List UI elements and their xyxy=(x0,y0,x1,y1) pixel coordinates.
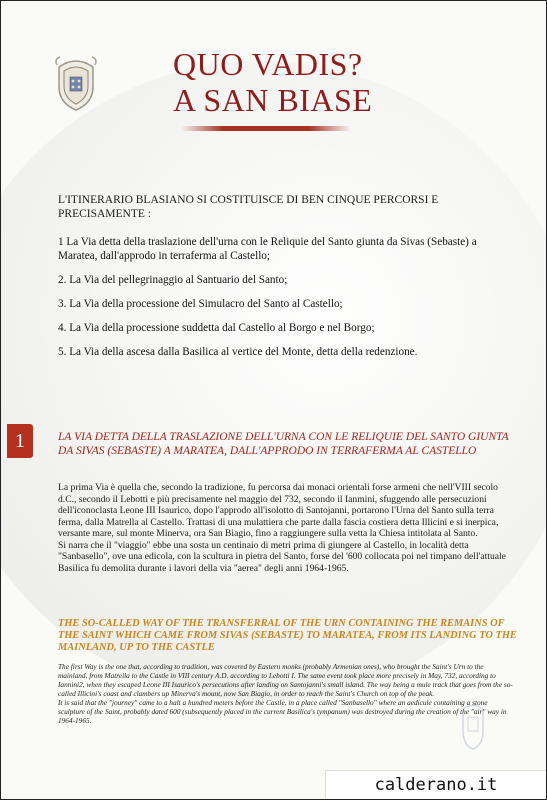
paragraph: Si narra che il "viaggio" ebbe una sosta un centinaio di metri prima di giungere al Castello, in località detta "Sanbasello", ove una edicola, con la scultura in pietra del Santo, forse del '600 collocata poi nel timpano dell'attuale Basilica fu demolita durante i lavori della via "aerea" degli anni 1964-1965. xyxy=(58,539,506,574)
section-title-italian: LA VIA DETTA DELLA TRASLAZIONE DELL'URNA CON LE RELIQUIE DEL SANTO GIUNTA DA SIVAS (SEBASTE) A MARATEA, DALL'APPRODO IN TERRAFERMA AL CASTELLO xyxy=(58,431,509,457)
title-line-2: A SAN BIASE xyxy=(173,82,373,118)
section-body-italian xyxy=(58,482,513,574)
routes-list xyxy=(58,236,508,370)
faded-crest-icon xyxy=(460,701,486,751)
route-item: 2. La Via del pellegrinaggio al Santuario del Santo; xyxy=(58,273,288,286)
section-body-english xyxy=(58,662,513,725)
title-line-1: QUO VADIS? xyxy=(173,46,363,82)
intro-heading: L'ITINERARIO BLASIANO SI COSTITUISCE DI BEN CINQUE PERCORSI E PRECISAMENTE : xyxy=(58,194,439,220)
route-item: 5. La Via della ascesa dalla Basilica al vertice del Monte, detta della redenzione. xyxy=(58,345,418,358)
watermark-stamp: calderano.it xyxy=(325,770,546,799)
page-title xyxy=(173,46,372,118)
paragraph: It is said that the "journey" came to a halt a hundred meters before the Castle, in a place called "Sanbasello" where an aedicule containing a stone sculpture of the Saint, probably dated 600 (subsequently placed in the current Basilica's tympanum) was destroyed during the creation of the "air" way in 1964-1965. xyxy=(58,698,507,725)
section-number-badge: 1 xyxy=(7,424,33,458)
paragraph: The first Way is the one that, according to tradition, was covered by Eastern monks (probably Armenian ones), who brought the Saint's Urn to the mainland, from Matrella to the Castle in VIII century A.D. according to Lebotti I. The same event took place more precisely in May, 732, according to Iannini2, when they escaped Leone III Isaurico's persecutions after landing on Santojanni's small island. The way being a mule track that goes from the so-called Illicini's coast and clambers up Minerva's mount, now San Biagio, in order to reach the Saint's Church on top of the peak. xyxy=(58,662,513,698)
route-item: 3. La Via della processione del Simulacro del Santo al Castello; xyxy=(58,297,343,310)
title-underline xyxy=(181,126,351,131)
route-item: 4. La Via della processione suddetta dal Castello al Borgo e nel Borgo; xyxy=(58,321,375,334)
coat-of-arms-icon xyxy=(53,53,99,113)
route-item: 1 La Via detta della traslazione dell'urna con le Reliquie del Santo giunta da Sivas (Sebaste) a Maratea, dall'approdo in terraferma al Castello; xyxy=(58,236,477,262)
paragraph: La prima Via è quella che, secondo la tradizione, fu percorsa dai monaci orientali forse armeni che nell'VIII secolo d.C., secondo il Lebotti e più precisamente nel maggio del 732, secondo il Ianmini, sfuggendo alle persecuzioni dell'iconoclasta Leone III Isaurico, dopo l'approdo all'isolotto di Santojanni, portarono l'Urna del Santo sulla terra ferma, dalla Matrella al Castello. Trattasi di una mulattiera che parte dalla fascia costiera detta Illicini e si inerpica, versante mare, sul monte Minerva, ora San Biagio, fino a raggiungere sulla vetta la Chiesa intitolata al Santo. xyxy=(58,482,499,539)
section-title-english: THE SO-CALLED WAY OF THE TRANSFERRAL OF THE URN CONTAINING THE REMAINS OF THE SAINT WHICH CAME FROM SIVAS (SEBASTE) TO MARATEA, FROM ITS LANDING TO THE MAINLAND, UP TO THE CASTLE xyxy=(58,618,517,653)
background-arc xyxy=(0,61,547,701)
